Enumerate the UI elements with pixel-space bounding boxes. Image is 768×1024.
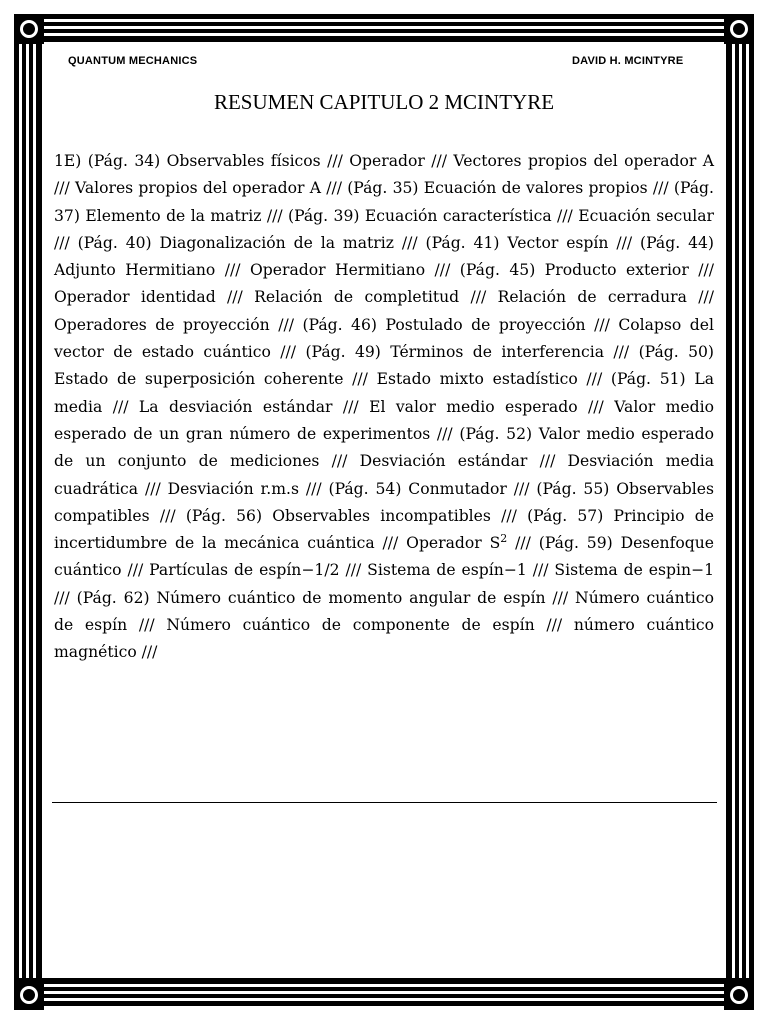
divider-line <box>52 802 717 803</box>
corner-ornament-top-right <box>724 14 754 44</box>
summary-text: 1E) (Pág. 34) Observables físicos /// Operador /// Vectores propios del operador A /// Valores propios del operador A /// (Pág. 35) Ecuación de valores propios /// (Pág. 37) Elemento de la matriz /// (Pág. 39) Ecuación característica /// Ecuación secular /// (Pág. 40) Diagonalización de la matriz /// (Pág. 41) Vector espín /// (Pág. 44) Adjunto Hermitiano /// Operador Hermitiano /// (Pág. 45) Producto exterior /// Operador identidad /// Relación de completitud /// Relación de cerradura /// Operadores de proyección /// (Pág. 46) Postulado de proyección /// Colapso del vector de estado cuántico /// (Pág. 49) Términos de interferencia /// (Pág. 50) Estado de superposición coherente /// Estado mixto estadístico /// (Pág. 51) La media /// La desviación estándar /// El valor medio esperado /// Valor medio esperado de un gran número de experimentos /// (Pág. 52) Valor medio esperado de un conjunto de mediciones /// Desviación estándar /// Desviación media cuadrática /// Desviación r.m.s /// (Pág. 54) Conmutador /// (Pág. 55) Observables compatibles /// (Pág. 56) Observables incompatibles /// (Pág. 57) Principio de incertidumbre de la mecánica cuántica /// Operador S <box>54 152 714 553</box>
header-course: QUANTUM MECHANICS <box>68 55 198 67</box>
corner-ornament-bottom-left <box>14 980 44 1010</box>
summary-paragraph <box>54 148 714 667</box>
summary-superscript: 2 <box>500 531 508 545</box>
corner-ornament-top-left <box>14 14 44 44</box>
page-title: RESUMEN CAPITULO 2 MCINTYRE <box>213 90 555 114</box>
summary-text-continued: /// (Pág. 59) Desenfoque cuántico /// Partículas de espín−1/2 /// Sistema de espín−1 /// Sistema de espin−1 /// (Pág. 62) Número cuántico de momento angular de espín /// Número cuántico de espín /// Número cuántico de componente de espín /// número cuántico magnético /// <box>54 534 714 662</box>
corner-ornament-bottom-right <box>724 980 754 1010</box>
header-author: DAVID H. MCINTYRE <box>572 55 684 67</box>
